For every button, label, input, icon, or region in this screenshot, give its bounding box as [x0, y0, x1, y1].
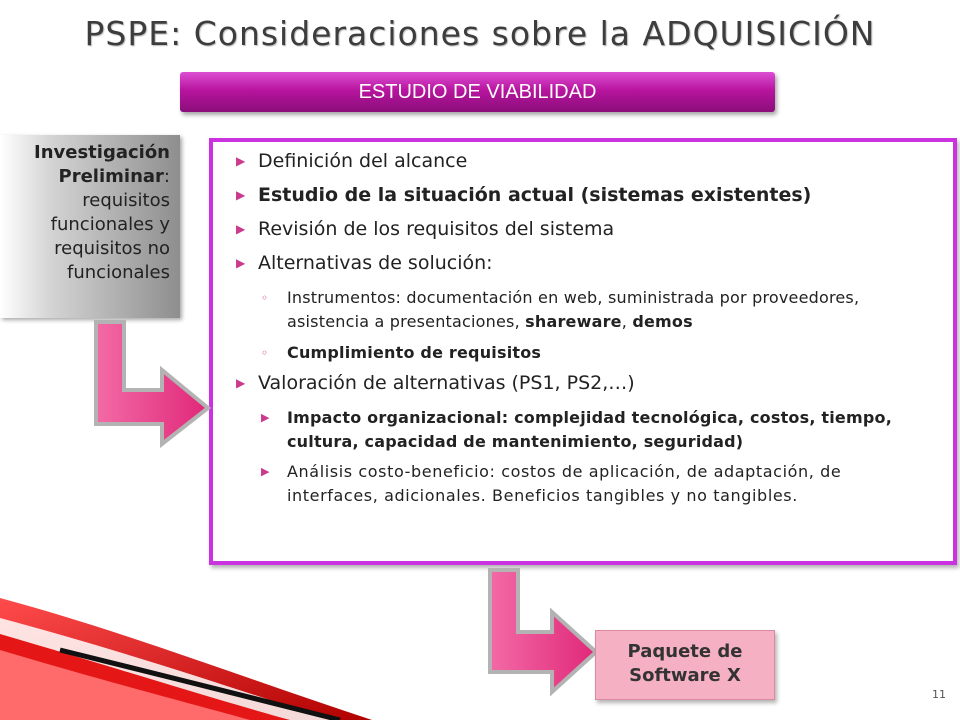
ring-bullet-icon: ◦	[261, 291, 269, 305]
page-number: 11	[932, 688, 946, 701]
sub-bullet-instrumentos	[261, 286, 937, 334]
bullet-revision	[236, 218, 948, 240]
bullet-text: Estudio de la situación actual (sistemas existentes)	[258, 184, 812, 206]
bullet-text: Alternativas de solución:	[258, 252, 493, 274]
triangle-bullet-icon: ▶	[236, 188, 246, 202]
ring-bullet-icon: ◦	[261, 346, 269, 360]
sub-bullet-text: Cumplimiento de requisitos	[287, 343, 542, 362]
section-banner: ESTUDIO DE VIABILIDAD	[180, 72, 775, 112]
software-package-box	[595, 630, 775, 700]
preliminary-investigation-text: : requisitos funcionales y requisitos no funcionales	[50, 166, 170, 283]
feasibility-content-box	[209, 138, 957, 565]
corner-swoosh-decoration	[0, 590, 380, 720]
demos-text: demos	[632, 312, 693, 331]
bullet-definicion	[236, 150, 948, 172]
preliminary-investigation-title: Investigación Preliminar	[34, 142, 170, 187]
triangle-bullet-icon: ▶	[261, 411, 270, 424]
sub-bullet-text: Instrumentos: documentación en web, suministrada por proveedores, asistencia a presentaciones,	[287, 288, 860, 331]
triangle-bullet-icon: ▶	[236, 222, 246, 236]
slide-title: PSPE: Consideraciones sobre la ADQUISICIÓN	[84, 14, 876, 53]
sub-bullet-text: Impacto organizacional: complejidad tecnológica, costos, tiempo, cultura, capacidad de mantenimiento, seguridad)	[287, 408, 892, 451]
triangle-bullet-icon: ▶	[236, 154, 246, 168]
sub-bullet-analisis	[261, 460, 937, 508]
bullet-text: Revisión de los requisitos del sistema	[258, 218, 615, 240]
bullet-alternativas	[236, 252, 948, 274]
sub-bullet-cumplimiento	[261, 341, 937, 365]
shareware-text: shareware	[525, 312, 622, 331]
bullet-text: Valoración de alternativas (PS1, PS2,…)	[258, 372, 635, 394]
triangle-bullet-icon: ▶	[236, 256, 246, 270]
preliminary-investigation-box	[0, 135, 180, 318]
bullet-estudio	[236, 184, 948, 206]
comma-text: ,	[621, 312, 633, 331]
package-line-1: Paquete de	[627, 641, 743, 662]
sub-bullet-impacto	[261, 406, 937, 454]
l-arrow-bottom-icon	[484, 566, 604, 700]
triangle-bullet-icon: ▶	[261, 465, 271, 478]
bullet-valoracion	[236, 372, 948, 394]
triangle-bullet-icon: ▶	[236, 376, 246, 390]
bullet-text: Definición del alcance	[258, 150, 468, 172]
l-arrow-left-icon	[90, 318, 220, 448]
sub-bullet-text: Análisis costo-beneficio: costos de aplicación, de adaptación, de interfaces, adicionales. Beneficios tangibles y no tangibles.	[287, 462, 842, 505]
package-line-2: Software X	[629, 665, 741, 686]
